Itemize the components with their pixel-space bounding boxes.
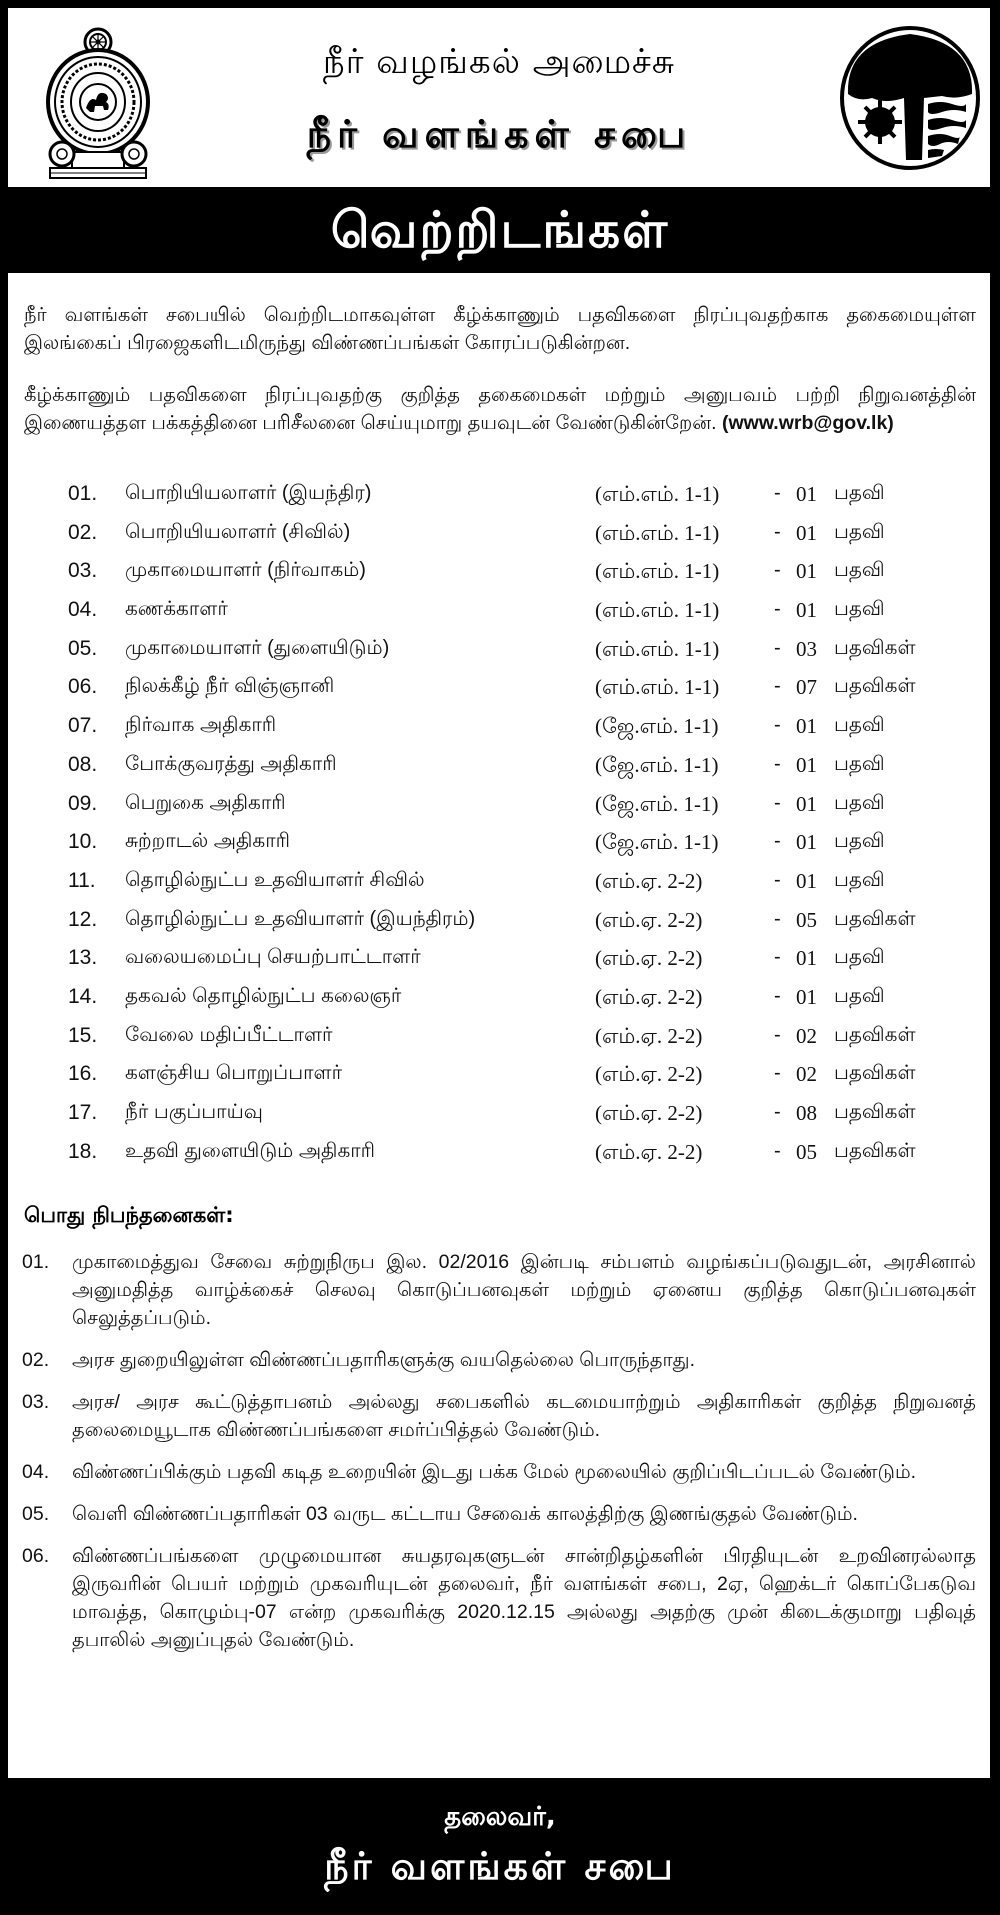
position-row — [8, 788, 990, 827]
position-grade: (எம்.ஏ. 2-2) — [595, 946, 703, 971]
position-title: முகாமையாளர் (துளையிடும்) — [125, 636, 390, 659]
position-number: 16. — [68, 1062, 98, 1086]
condition-number: 04. — [22, 1461, 50, 1483]
position-title: நிர்வாக அதிகாரி — [125, 714, 277, 737]
position-title: பொறியியலாளர் (சிவில்) — [125, 520, 351, 543]
position-number: 04. — [68, 598, 98, 622]
position-number: 03. — [68, 559, 98, 583]
position-row — [8, 478, 990, 517]
position-count: 01 — [796, 984, 817, 1009]
position-title: போக்குவரத்து அதிகாரி — [125, 752, 337, 775]
position-dash: - — [774, 791, 781, 814]
condition-text: அரச/ அரச கூட்டுத்தாபனம் அல்லது சபைகளில் கடமையாற்றும் அதிகாரிகள் குறித்த நிறுவனத் தலைமையூடாக விண்ணப்பங்களை சமர்ப்பித்தல் வேண்டும். — [72, 1391, 976, 1441]
position-dash: - — [774, 714, 781, 737]
position-unit: பதவி — [834, 482, 885, 504]
position-count: 05 — [796, 907, 817, 932]
position-row — [8, 633, 990, 672]
condition-number: 02. — [22, 1349, 50, 1371]
condition-text: விண்ணப்பிக்கும் பதவி கடித உறையின் இடது பக்க மேல் மூலையில் குறிப்பிடப்படல் வேண்டும். — [72, 1461, 917, 1483]
position-grade: (எம்.ஏ. 2-2) — [595, 868, 703, 893]
position-row — [8, 749, 990, 788]
condition-item — [8, 1346, 990, 1374]
position-row — [8, 981, 990, 1020]
position-unit: பதவி — [834, 520, 885, 543]
position-number: 08. — [68, 752, 98, 776]
position-count: 02 — [796, 1023, 817, 1048]
position-dash: - — [774, 520, 781, 543]
intro-paragraph-2-text: கீழ்க்காணும் பதவிகளை நிரப்புவதற்கு குறித்த தகைமைகள் மற்றும் அனுபவம் பற்றி நிறுவனத்தின் இணையத்தள பக்கத்தினை பரிசீலனை செய்யுமாறு தயவுடன் வேண்டுகின்றேன். — [24, 384, 976, 434]
position-count: 03 — [796, 636, 817, 661]
board-name: நீர் வளங்கள் சபை — [306, 112, 692, 156]
position-dash: - — [774, 636, 781, 659]
position-row — [8, 555, 990, 594]
position-dash: - — [774, 1062, 781, 1085]
position-title: முகாமையாளர் (நிர்வாகம்) — [125, 559, 366, 582]
position-unit: பதவி — [834, 946, 885, 969]
position-number: 10. — [68, 830, 98, 854]
position-unit: பதவிகள் — [834, 1062, 916, 1085]
ministry-name: நீர் வழங்கல் அமைச்சு — [322, 42, 676, 82]
position-row — [8, 594, 990, 633]
position-title: வலையமைப்பு செயற்பாட்டாளர் — [125, 946, 421, 969]
website-link[interactable]: (www.wrb@gov.lk) — [722, 412, 894, 434]
advertisement-sheet — [8, 8, 990, 1778]
position-number: 14. — [68, 984, 98, 1008]
position-grade: (எம்.ஏ. 2-2) — [595, 1023, 703, 1048]
position-number: 18. — [68, 1139, 98, 1163]
position-number: 13. — [68, 946, 98, 970]
position-count: 01 — [796, 791, 817, 816]
position-number: 17. — [68, 1101, 98, 1124]
signatory-title: தலைவர், — [444, 1802, 556, 1832]
position-unit: பதவிகள் — [834, 636, 916, 659]
position-number: 11. — [68, 868, 96, 892]
position-row — [8, 865, 990, 904]
position-title: வேலை மதிப்பீட்டாளர் — [125, 1023, 333, 1046]
vacancies-banner: வெற்றிடங்கள் — [0, 187, 1000, 273]
position-unit: பதவி — [834, 559, 885, 582]
position-grade: (எம்.எம். 1-1) — [595, 482, 720, 506]
position-unit: பதவி — [834, 830, 885, 853]
position-dash: - — [774, 482, 781, 504]
position-grade: (எம்.எம். 1-1) — [595, 675, 720, 700]
position-count: 01 — [796, 830, 817, 855]
condition-text: விண்ணப்பங்களை முழுமையான சுயதரவுகளுடன் சான்றிதழ்களின் பிரதியுடன் உறவினரல்லாத இருவரின் பெயர் மற்றும் முகவரியுடன் தலைவர், நீர் வளங்கள் சபை, 2ஏ, ஹெக்டர் கொப்பேகடுவ மாவத்த, கொழும்பு-07 என்ற முகவரிக்கு 2020.12.15 அல்லது அதற்கு முன் கிடைக்குமாறு பதிவுத் தபாலில் அனுப்புதல் வேண்டும். — [72, 1545, 976, 1651]
condition-item — [8, 1500, 990, 1528]
position-row — [8, 826, 990, 865]
position-row — [8, 904, 990, 943]
position-dash: - — [774, 1023, 781, 1046]
position-dash: - — [774, 675, 781, 698]
position-grade: (எம்.எம். 1-1) — [595, 598, 720, 623]
position-count: 01 — [796, 868, 817, 893]
position-unit: பதவிகள் — [834, 1139, 916, 1162]
position-dash: - — [774, 946, 781, 969]
position-count: 01 — [796, 714, 817, 739]
position-grade: (எம்.ஏ. 2-2) — [595, 984, 703, 1009]
position-title: பெறுகை அதிகாரி — [125, 791, 286, 814]
position-row — [8, 710, 990, 749]
position-number: 02. — [68, 520, 98, 544]
position-row — [8, 671, 990, 710]
position-grade: (ஜே.எம். 1-1) — [595, 791, 719, 816]
position-title: தொழில்நுட்ப உதவியாளர் (இயந்திரம்) — [125, 907, 476, 930]
position-unit: பதவிகள் — [834, 1023, 916, 1046]
header — [8, 8, 990, 186]
condition-text: அரச துறையிலுள்ள விண்ணப்பதாரிகளுக்கு வயதெல்லை பொருந்தாது. — [72, 1349, 695, 1371]
position-grade: (எம்.ஏ. 2-2) — [595, 907, 703, 932]
position-row — [8, 517, 990, 556]
position-dash: - — [774, 1139, 781, 1162]
condition-item — [8, 1542, 990, 1654]
position-dash: - — [774, 752, 781, 775]
position-title: பொறியியலாளர் (இயந்திர) — [125, 482, 372, 504]
condition-number: 01. — [22, 1251, 50, 1273]
condition-text: வெளி விண்ணப்பதாரிகள் 03 வருட கட்டாய சேவைக் காலத்திற்கு இணங்குதல் வேண்டும். — [72, 1503, 858, 1525]
position-number: 01. — [68, 482, 98, 505]
position-row — [8, 942, 990, 981]
position-title: நீர் பகுப்பாய்வு — [125, 1101, 263, 1123]
position-title: களஞ்சிய பொறுப்பாளர் — [125, 1062, 343, 1085]
footer-signature — [0, 1782, 1000, 1915]
position-grade: (ஜே.எம். 1-1) — [595, 752, 719, 777]
position-unit: பதவி — [834, 868, 885, 891]
position-title: கணக்காளர் — [125, 598, 228, 621]
condition-item — [8, 1248, 990, 1332]
intro-paragraph-1: நீர் வளங்கள் சபையில் வெற்றிடமாகவுள்ள கீழ்க்காணும் பதவிகளை நிரப்புவதற்காக தகைமையுள்ள இலங்கைப் பிரஜைகளிடமிருந்து விண்ணப்பங்கள் கோரப்படுகின்றன. — [24, 304, 976, 354]
position-grade: (எம்.எம். 1-1) — [595, 520, 720, 545]
condition-number: 05. — [22, 1503, 50, 1525]
position-grade: (ஜே.எம். 1-1) — [595, 830, 719, 855]
position-dash: - — [774, 907, 781, 930]
position-grade: (எம்.எம். 1-1) — [595, 636, 720, 661]
position-dash: - — [774, 984, 781, 1007]
condition-item — [8, 1458, 990, 1486]
position-unit: பதவி — [834, 752, 885, 775]
position-title: சுற்றாடல் அதிகாரி — [125, 830, 291, 853]
position-title: தொழில்நுட்ப உதவியாளர் சிவில் — [125, 868, 425, 891]
position-row — [8, 1020, 990, 1059]
conditions-heading: பொது நிபந்தனைகள்: — [24, 1203, 234, 1227]
position-dash: - — [774, 868, 781, 891]
position-grade: (எம்.ஏ. 2-2) — [595, 1101, 703, 1125]
position-count: 01 — [796, 752, 817, 777]
position-dash: - — [774, 559, 781, 582]
position-number: 15. — [68, 1023, 98, 1047]
position-grade: (எம்.ஏ. 2-2) — [595, 1139, 703, 1164]
position-title: தகவல் தொழில்நுட்ப கலைஞர் — [125, 984, 402, 1007]
position-count: 01 — [796, 598, 817, 623]
position-number: 07. — [68, 714, 98, 738]
position-row — [8, 1136, 990, 1175]
position-grade: (எம்.எம். 1-1) — [595, 559, 720, 584]
position-count: 01 — [796, 520, 817, 545]
position-unit: பதவி — [834, 984, 885, 1007]
position-grade: (ஜே.எம். 1-1) — [595, 714, 719, 739]
condition-item — [8, 1388, 990, 1444]
conditions-list — [8, 1248, 990, 1668]
position-count: 01 — [796, 559, 817, 584]
signatory-organization: நீர் வளங்கள் சபை — [324, 1844, 676, 1888]
water-resources-board-logo-icon — [836, 24, 984, 172]
position-dash: - — [774, 830, 781, 853]
positions-list — [8, 478, 990, 1174]
position-count: 07 — [796, 675, 817, 700]
position-grade: (எம்.ஏ. 2-2) — [595, 1062, 703, 1087]
position-count: 02 — [796, 1062, 817, 1087]
position-unit: பதவி — [834, 714, 885, 737]
position-title: உதவி துளையிடும் அதிகாரி — [125, 1139, 376, 1162]
position-number: 06. — [68, 675, 98, 699]
position-title: நிலக்கீழ் நீர் விஞ்ஞானி — [125, 675, 335, 698]
position-number: 05. — [68, 636, 98, 660]
intro-paragraph-2 — [24, 381, 976, 437]
position-count: 08 — [796, 1101, 817, 1125]
position-count: 05 — [796, 1139, 817, 1164]
position-count: 01 — [796, 946, 817, 971]
position-row — [8, 1058, 990, 1097]
position-unit: பதவிகள் — [834, 907, 916, 930]
position-dash: - — [774, 598, 781, 621]
condition-number: 06. — [22, 1545, 50, 1567]
position-dash: - — [774, 1101, 781, 1123]
position-row — [8, 1097, 990, 1136]
position-count: 01 — [796, 482, 817, 506]
condition-number: 03. — [22, 1391, 50, 1413]
position-unit: பதவிகள் — [834, 1101, 916, 1123]
position-number: 09. — [68, 791, 98, 815]
position-unit: பதவிகள் — [834, 675, 916, 698]
position-unit: பதவி — [834, 791, 885, 814]
condition-text: முகாமைத்துவ சேவை சுற்றுநிருப இல. 02/2016 இன்படி சம்பளம் வழங்கப்படுவதுடன், அரசினால் அனுமதித்த வாழ்க்கைச் செலவு கொடுப்பனவுகள் மற்றும் ஏனைய குறித்த கொடுப்பனவுகள் செலுத்தப்படும். — [72, 1251, 976, 1329]
position-number: 12. — [68, 907, 98, 931]
position-unit: பதவி — [834, 598, 885, 621]
